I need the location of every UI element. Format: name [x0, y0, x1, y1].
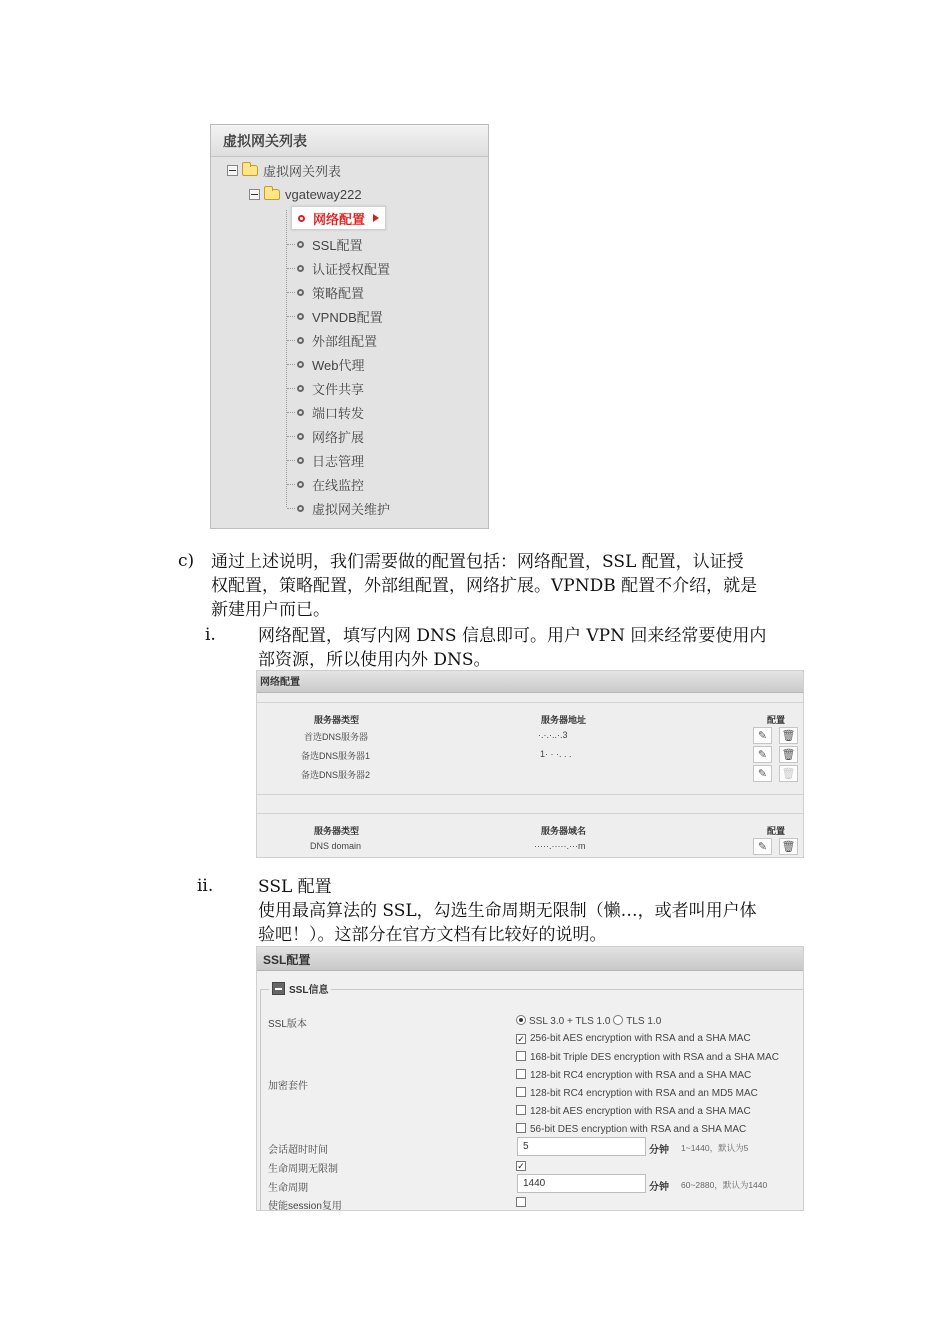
column-header-config: 配置 — [767, 715, 786, 725]
bullet-icon — [297, 337, 304, 344]
cipher-label: 128-bit RC4 encryption with RSA and an MD5 MAC — [530, 1088, 758, 1099]
lifetime-hint: 60~2880，默认为1440 — [681, 1180, 768, 1190]
cipher-option — [516, 1069, 751, 1081]
tree-item-label: 文件共享 — [312, 381, 365, 397]
column-header-config: 配置 — [767, 826, 786, 836]
tree-connector — [287, 244, 295, 245]
tree-panel-title: 虚拟网关列表 — [211, 125, 488, 157]
tree-item-label: VPNDB配置 — [312, 309, 383, 325]
dns-row-type: 备选DNS服务器2 — [301, 770, 371, 780]
tree-item-label: 策略配置 — [312, 285, 365, 301]
domain-row-type: DNS domain — [310, 841, 362, 851]
tree-root-label: 虚拟网关列表 — [263, 163, 342, 179]
lifetime-unit: 分钟 — [649, 1182, 669, 1193]
lifetime-input[interactable]: 1440 — [517, 1174, 646, 1193]
radio-tls1[interactable] — [613, 1015, 623, 1025]
dns-row-address: ·.·.·..·.3 — [538, 730, 568, 740]
unlimited-lifetime-checkbox[interactable] — [516, 1160, 530, 1171]
session-reuse-checkbox[interactable] — [516, 1197, 530, 1209]
delete-icon[interactable]: 🗑 — [779, 727, 798, 744]
cipher-label: 256-bit AES encryption with RSA and a SHA MAC — [530, 1033, 751, 1044]
tree-item-port-forward[interactable] — [297, 401, 364, 423]
checkbox-icon[interactable] — [516, 1197, 526, 1207]
cipher-option — [516, 1087, 758, 1099]
tree-gateway-node[interactable] — [249, 183, 362, 205]
delete-icon[interactable]: 🗑 — [779, 746, 798, 763]
dns-row-address: 1· · ·. . . — [540, 749, 572, 759]
session-reuse-label: 使能session复用 — [268, 1201, 342, 1211]
cipher-label: 128-bit AES encryption with RSA and a SHA MAC — [530, 1106, 751, 1117]
tree-item-network-extension[interactable] — [297, 425, 364, 447]
checkbox-icon[interactable] — [516, 1105, 526, 1115]
panel-title: SSL配置 — [257, 947, 803, 971]
tree-item-label: 网络配置 — [313, 211, 366, 227]
ssl-version-label: SSL版本 — [268, 1019, 307, 1030]
tree-item-label: 网络扩展 — [312, 429, 365, 445]
tree-item-label: 外部组配置 — [312, 333, 378, 349]
tree-connector — [287, 340, 295, 341]
tree-item-label: 认证授权配置 — [312, 261, 391, 277]
tree-connector — [287, 292, 295, 293]
paragraph-i-line-2: 部资源，所以使用内外 DNS。 — [258, 650, 491, 670]
network-config-panel — [256, 670, 804, 858]
checkbox-checked-icon[interactable]: ✓ — [517, 1161, 525, 1171]
bullet-icon — [297, 433, 304, 440]
tree-item-network-config[interactable] — [291, 206, 386, 230]
cipher-option — [516, 1033, 751, 1044]
tree-connector — [287, 268, 295, 269]
tree-connector — [287, 412, 295, 413]
list-marker-i: i. — [205, 625, 216, 645]
edit-icon[interactable]: ✎ — [753, 765, 772, 782]
radio-ssl3-tls1[interactable] — [516, 1015, 526, 1025]
bullet-icon — [297, 289, 304, 296]
column-header-address: 服务器地址 — [541, 715, 587, 725]
arrow-right-icon — [373, 214, 379, 222]
tree-connector — [287, 388, 295, 389]
bullet-icon — [297, 409, 304, 416]
paragraph-c-line-1: 通过上述说明，我们需要做的配置包括：网络配置，SSL 配置，认证授 — [211, 552, 744, 572]
bullet-icon — [297, 313, 304, 320]
bullet-icon — [297, 241, 304, 248]
tree-connector — [287, 436, 295, 437]
dns-server-table — [257, 702, 803, 795]
tree-item-online-monitor[interactable] — [297, 473, 364, 495]
cipher-option — [516, 1105, 751, 1117]
checkbox-icon[interactable] — [516, 1087, 526, 1097]
bullet-icon — [298, 215, 305, 222]
paragraph-i-line-1: 网络配置，填写内网 DNS 信息即可。用户 VPN 回来经常要使用内 — [258, 626, 767, 646]
tree-root-node[interactable] — [227, 159, 341, 181]
dns-domain-table — [257, 813, 803, 858]
domain-row-name: ·····.·····.···m — [534, 841, 586, 851]
tree-item-log-management[interactable] — [297, 449, 364, 471]
checkbox-checked-icon[interactable]: ✓ — [517, 1034, 525, 1044]
folder-open-icon — [242, 165, 258, 176]
collapse-icon[interactable] — [249, 189, 260, 200]
paragraph-ii-line-2: 使用最高算法的 SSL，勾选生命周期无限制（懒…，或者叫用户体 — [258, 901, 757, 921]
tree-connector — [287, 460, 295, 461]
paragraph-ii-line-3: 验吧！）。这部分在官方文档有比较好的说明。 — [258, 925, 607, 945]
tree-connector — [287, 484, 295, 485]
edit-icon[interactable]: ✎ — [753, 727, 772, 744]
tree-item-gateway-maintenance[interactable] — [297, 497, 390, 519]
list-marker-ii: ii. — [197, 876, 214, 896]
bullet-icon — [297, 481, 304, 488]
ssl-config-panel — [256, 946, 804, 1211]
tree-item-auth-config[interactable] — [297, 257, 390, 279]
tree-item-label: SSL配置 — [312, 237, 363, 253]
bullet-icon — [297, 457, 304, 464]
session-timeout-label: 会话超时时间 — [268, 1145, 328, 1156]
tree-item-label: 虚拟网关维护 — [312, 501, 391, 517]
tree-connector-line — [286, 210, 287, 507]
session-timeout-hint: 1~1440，默认为5 — [681, 1143, 749, 1153]
tree-item-ssl-config[interactable] — [297, 233, 363, 255]
tree-gateway-label: vgateway222 — [285, 186, 362, 202]
bullet-icon — [297, 361, 304, 368]
column-header-domain: 服务器域名 — [541, 826, 587, 836]
session-timeout-input[interactable]: 5 — [517, 1137, 646, 1156]
collapse-icon[interactable] — [227, 165, 238, 176]
dns-row-type: 首选DNS服务器 — [304, 732, 369, 742]
tree-item-policy-config[interactable] — [297, 281, 364, 303]
tree-item-label: 日志管理 — [312, 453, 365, 469]
cipher-label: 128-bit RC4 encryption with RSA and a SHA MAC — [530, 1070, 752, 1081]
list-marker-c: c) — [178, 551, 195, 571]
tree-item-file-share[interactable] — [297, 377, 364, 399]
tree-item-external-group[interactable] — [297, 329, 377, 351]
cipher-option — [516, 1123, 746, 1135]
ssl-info-legend[interactable] — [269, 981, 331, 996]
tree-item-label: Web代理 — [312, 357, 365, 373]
edit-icon[interactable]: ✎ — [753, 838, 772, 855]
delete-icon[interactable]: 🗑 — [779, 838, 798, 855]
paragraph-c-line-3: 新建用户而已。 — [211, 600, 330, 620]
folder-open-icon — [264, 189, 280, 200]
cipher-label: 56-bit DES encryption with RSA and a SHA MAC — [530, 1124, 747, 1135]
tree-item-label: 端口转发 — [312, 405, 365, 421]
cipher-suite-label: 加密套件 — [268, 1081, 308, 1092]
dns-row-type: 备选DNS服务器1 — [301, 751, 371, 761]
checkbox-icon[interactable] — [516, 1123, 526, 1133]
bullet-icon — [297, 385, 304, 392]
edit-icon[interactable]: ✎ — [753, 746, 772, 763]
cipher-option — [516, 1051, 779, 1063]
bullet-icon — [297, 505, 304, 512]
ssl-version-options — [516, 1015, 661, 1027]
column-header-type: 服务器类型 — [314, 826, 360, 836]
tree-item-label: 在线监控 — [312, 477, 365, 493]
lifetime-label: 生命周期 — [268, 1183, 308, 1194]
radio-label: TLS 1.0 — [626, 1016, 662, 1027]
checkbox-icon[interactable] — [516, 1069, 526, 1079]
paragraph-c-line-2: 权配置，策略配置，外部组配置，网络扩展。VPNDB 配置不介绍，就是 — [211, 576, 758, 596]
tree-connector — [287, 364, 295, 365]
delete-icon: 🗑 — [779, 765, 798, 782]
tree-connector — [287, 508, 295, 509]
checkbox-icon[interactable] — [516, 1051, 526, 1061]
radio-label: SSL 3.0 + TLS 1.0 — [529, 1016, 611, 1027]
tree-item-vpndb-config[interactable] — [297, 305, 383, 327]
tree-item-web-proxy[interactable] — [297, 353, 365, 375]
section-title: SSL信息 — [289, 985, 329, 996]
bullet-icon — [297, 265, 304, 272]
tree-connector — [287, 316, 295, 317]
column-header-type: 服务器类型 — [314, 715, 360, 725]
paragraph-ii-line-1: SSL 配置 — [258, 877, 332, 897]
cipher-label: 168-bit Triple DES encryption with RSA and a SHA MAC — [530, 1052, 780, 1063]
panel-title: 网络配置 — [257, 671, 803, 693]
session-timeout-unit: 分钟 — [649, 1145, 669, 1156]
unlimited-lifetime-label: 生命周期无限制 — [268, 1164, 338, 1175]
collapse-icon[interactable] — [272, 982, 285, 995]
